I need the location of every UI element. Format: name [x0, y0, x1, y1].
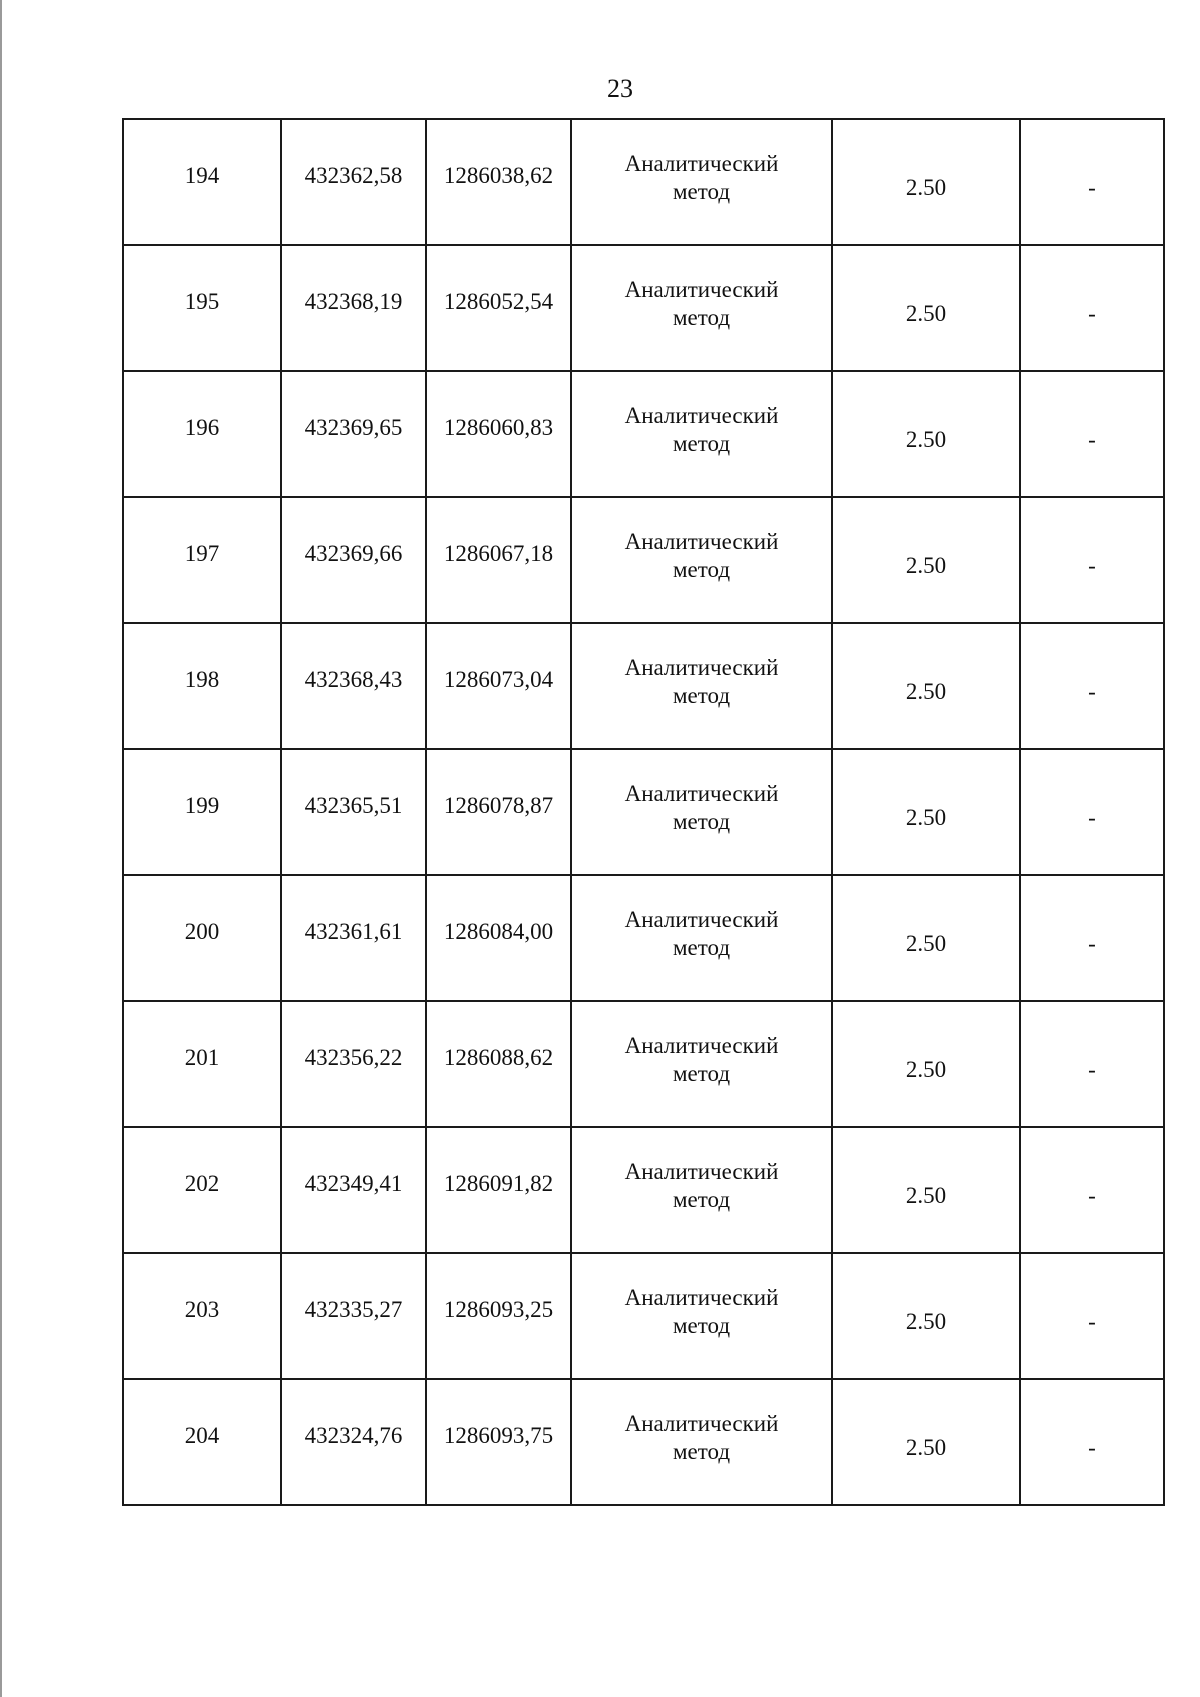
point-number-cell-text: 204	[184, 1423, 220, 1448]
method-line2: метод	[672, 1061, 731, 1086]
table-row	[123, 371, 1164, 497]
x-coordinate-cell	[281, 1253, 426, 1379]
extra-cell-text: -	[1088, 553, 1096, 578]
accuracy-cell-text: 2.50	[905, 427, 947, 452]
method-cell	[571, 749, 832, 875]
method-cell	[571, 497, 832, 623]
x-coordinate-cell	[281, 497, 426, 623]
extra-cell	[1020, 245, 1164, 371]
x-coordinate-cell	[281, 371, 426, 497]
method-line1: Аналитический	[624, 655, 779, 680]
extra-cell	[1020, 1001, 1164, 1127]
y-coordinate-cell-text: 1286093,25	[443, 1297, 554, 1322]
extra-cell	[1020, 1253, 1164, 1379]
method-line1: Аналитический	[624, 529, 779, 554]
accuracy-cell-text: 2.50	[905, 679, 947, 704]
accuracy-cell-text: 2.50	[905, 931, 947, 956]
extra-cell	[1020, 749, 1164, 875]
method-line1: Аналитический	[624, 1033, 779, 1058]
y-coordinate-cell	[426, 1001, 571, 1127]
point-number-cell	[123, 245, 281, 371]
table-row	[123, 1379, 1164, 1505]
x-coordinate-cell-text: 432362,58	[304, 163, 403, 188]
extra-cell-text: -	[1088, 1057, 1096, 1082]
extra-cell-text: -	[1088, 679, 1096, 704]
point-number-cell	[123, 749, 281, 875]
point-number-cell	[123, 497, 281, 623]
y-coordinate-cell-text: 1286088,62	[443, 1045, 554, 1070]
point-number-cell-text: 194	[184, 163, 220, 188]
table-row	[123, 1253, 1164, 1379]
method-line1: Аналитический	[624, 781, 779, 806]
method-line2: метод	[672, 305, 731, 330]
extra-cell-text: -	[1088, 1435, 1096, 1460]
point-number-cell-text: 197	[184, 541, 220, 566]
y-coordinate-cell	[426, 1253, 571, 1379]
y-coordinate-cell-text: 1286093,75	[443, 1423, 554, 1448]
y-coordinate-cell-text: 1286067,18	[443, 541, 554, 566]
accuracy-cell	[832, 623, 1020, 749]
table-row	[123, 1127, 1164, 1253]
table-row	[123, 1001, 1164, 1127]
x-coordinate-cell-text: 432368,19	[304, 289, 403, 314]
y-coordinate-cell-text: 1286038,62	[443, 163, 554, 188]
accuracy-cell	[832, 875, 1020, 1001]
point-number-cell-text: 202	[184, 1171, 220, 1196]
x-coordinate-cell-text: 432369,66	[304, 541, 403, 566]
accuracy-cell-text: 2.50	[905, 1309, 947, 1334]
accuracy-cell-text: 2.50	[905, 1435, 947, 1460]
extra-cell-text: -	[1088, 931, 1096, 956]
method-line2: метод	[672, 683, 731, 708]
extra-cell	[1020, 371, 1164, 497]
method-cell	[571, 119, 832, 245]
x-coordinate-cell	[281, 245, 426, 371]
point-number-cell-text: 203	[184, 1297, 220, 1322]
extra-cell	[1020, 1379, 1164, 1505]
accuracy-cell	[832, 749, 1020, 875]
accuracy-cell-text: 2.50	[905, 805, 947, 830]
method-cell	[571, 245, 832, 371]
accuracy-cell	[832, 1253, 1020, 1379]
extra-cell	[1020, 623, 1164, 749]
extra-cell	[1020, 119, 1164, 245]
method-cell	[571, 371, 832, 497]
x-coordinate-cell-text: 432365,51	[304, 793, 403, 818]
method-cell	[571, 875, 832, 1001]
extra-cell	[1020, 1127, 1164, 1253]
method-cell	[571, 1127, 832, 1253]
y-coordinate-cell-text: 1286052,54	[443, 289, 554, 314]
method-line1: Аналитический	[624, 151, 779, 176]
accuracy-cell-text: 2.50	[905, 301, 947, 326]
extra-cell	[1020, 497, 1164, 623]
extra-cell-text: -	[1088, 175, 1096, 200]
point-number-cell-text: 195	[184, 289, 220, 314]
method-line1: Аналитический	[624, 907, 779, 932]
point-number-cell-text: 201	[184, 1045, 220, 1070]
extra-cell-text: -	[1088, 805, 1096, 830]
y-coordinate-cell-text: 1286060,83	[443, 415, 554, 440]
point-number-cell-text: 200	[184, 919, 220, 944]
accuracy-cell	[832, 119, 1020, 245]
x-coordinate-cell-text: 432369,65	[304, 415, 403, 440]
y-coordinate-cell	[426, 119, 571, 245]
method-line1: Аналитический	[624, 1159, 779, 1184]
method-line2: метод	[672, 431, 731, 456]
y-coordinate-cell	[426, 371, 571, 497]
y-coordinate-cell-text: 1286078,87	[443, 793, 554, 818]
x-coordinate-cell	[281, 1379, 426, 1505]
y-coordinate-cell	[426, 497, 571, 623]
point-number-cell	[123, 875, 281, 1001]
point-number-cell	[123, 1001, 281, 1127]
point-number-cell	[123, 1253, 281, 1379]
accuracy-cell	[832, 497, 1020, 623]
point-number-cell	[123, 371, 281, 497]
y-coordinate-cell	[426, 1127, 571, 1253]
method-line1: Аналитический	[624, 277, 779, 302]
point-number-cell	[123, 623, 281, 749]
x-coordinate-cell-text: 432349,41	[304, 1171, 403, 1196]
x-coordinate-cell	[281, 875, 426, 1001]
y-coordinate-cell	[426, 749, 571, 875]
method-line2: метод	[672, 179, 731, 204]
method-cell	[571, 1253, 832, 1379]
accuracy-cell	[832, 371, 1020, 497]
point-number-cell-text: 199	[184, 793, 220, 818]
table-row	[123, 119, 1164, 245]
method-line1: Аналитический	[624, 1411, 779, 1436]
y-coordinate-cell	[426, 875, 571, 1001]
extra-cell-text: -	[1088, 427, 1096, 452]
x-coordinate-cell-text: 432361,61	[304, 919, 403, 944]
y-coordinate-cell	[426, 623, 571, 749]
x-coordinate-cell-text: 432368,43	[304, 667, 403, 692]
y-coordinate-cell	[426, 1379, 571, 1505]
accuracy-cell-text: 2.50	[905, 175, 947, 200]
table-row	[123, 497, 1164, 623]
method-line1: Аналитический	[624, 1285, 779, 1310]
method-cell	[571, 1001, 832, 1127]
page-number: 23	[607, 74, 633, 103]
accuracy-cell	[832, 1379, 1020, 1505]
y-coordinate-cell-text: 1286073,04	[443, 667, 554, 692]
table-row	[123, 623, 1164, 749]
accuracy-cell-text: 2.50	[905, 553, 947, 578]
point-number-cell-text: 196	[184, 415, 220, 440]
extra-cell-text: -	[1088, 1183, 1096, 1208]
page-edge-rule	[0, 0, 2, 1697]
point-number-cell	[123, 1127, 281, 1253]
method-line2: метод	[672, 809, 731, 834]
method-line2: метод	[672, 1313, 731, 1338]
x-coordinate-cell-text: 432324,76	[304, 1423, 403, 1448]
table-row	[123, 875, 1164, 1001]
coordinates-table-body	[123, 119, 1164, 1505]
table-row	[123, 749, 1164, 875]
y-coordinate-cell-text: 1286084,00	[443, 919, 554, 944]
y-coordinate-cell-text: 1286091,82	[443, 1171, 554, 1196]
method-line2: метод	[672, 935, 731, 960]
method-line2: метод	[672, 557, 731, 582]
accuracy-cell	[832, 1127, 1020, 1253]
x-coordinate-cell-text: 432335,27	[304, 1297, 403, 1322]
x-coordinate-cell	[281, 1001, 426, 1127]
x-coordinate-cell-text: 432356,22	[304, 1045, 403, 1070]
x-coordinate-cell	[281, 119, 426, 245]
y-coordinate-cell	[426, 245, 571, 371]
x-coordinate-cell	[281, 1127, 426, 1253]
point-number-cell	[123, 1379, 281, 1505]
point-number-cell-text: 198	[184, 667, 220, 692]
table-row	[123, 245, 1164, 371]
extra-cell-text: -	[1088, 1309, 1096, 1334]
point-number-cell	[123, 119, 281, 245]
x-coordinate-cell	[281, 749, 426, 875]
accuracy-cell	[832, 245, 1020, 371]
method-line1: Аналитический	[624, 403, 779, 428]
method-cell	[571, 1379, 832, 1505]
extra-cell	[1020, 875, 1164, 1001]
accuracy-cell-text: 2.50	[905, 1057, 947, 1082]
accuracy-cell-text: 2.50	[905, 1183, 947, 1208]
method-line2: метод	[672, 1439, 731, 1464]
extra-cell-text: -	[1088, 301, 1096, 326]
method-cell	[571, 623, 832, 749]
x-coordinate-cell	[281, 623, 426, 749]
coordinates-table	[122, 118, 1165, 1506]
method-line2: метод	[672, 1187, 731, 1212]
accuracy-cell	[832, 1001, 1020, 1127]
